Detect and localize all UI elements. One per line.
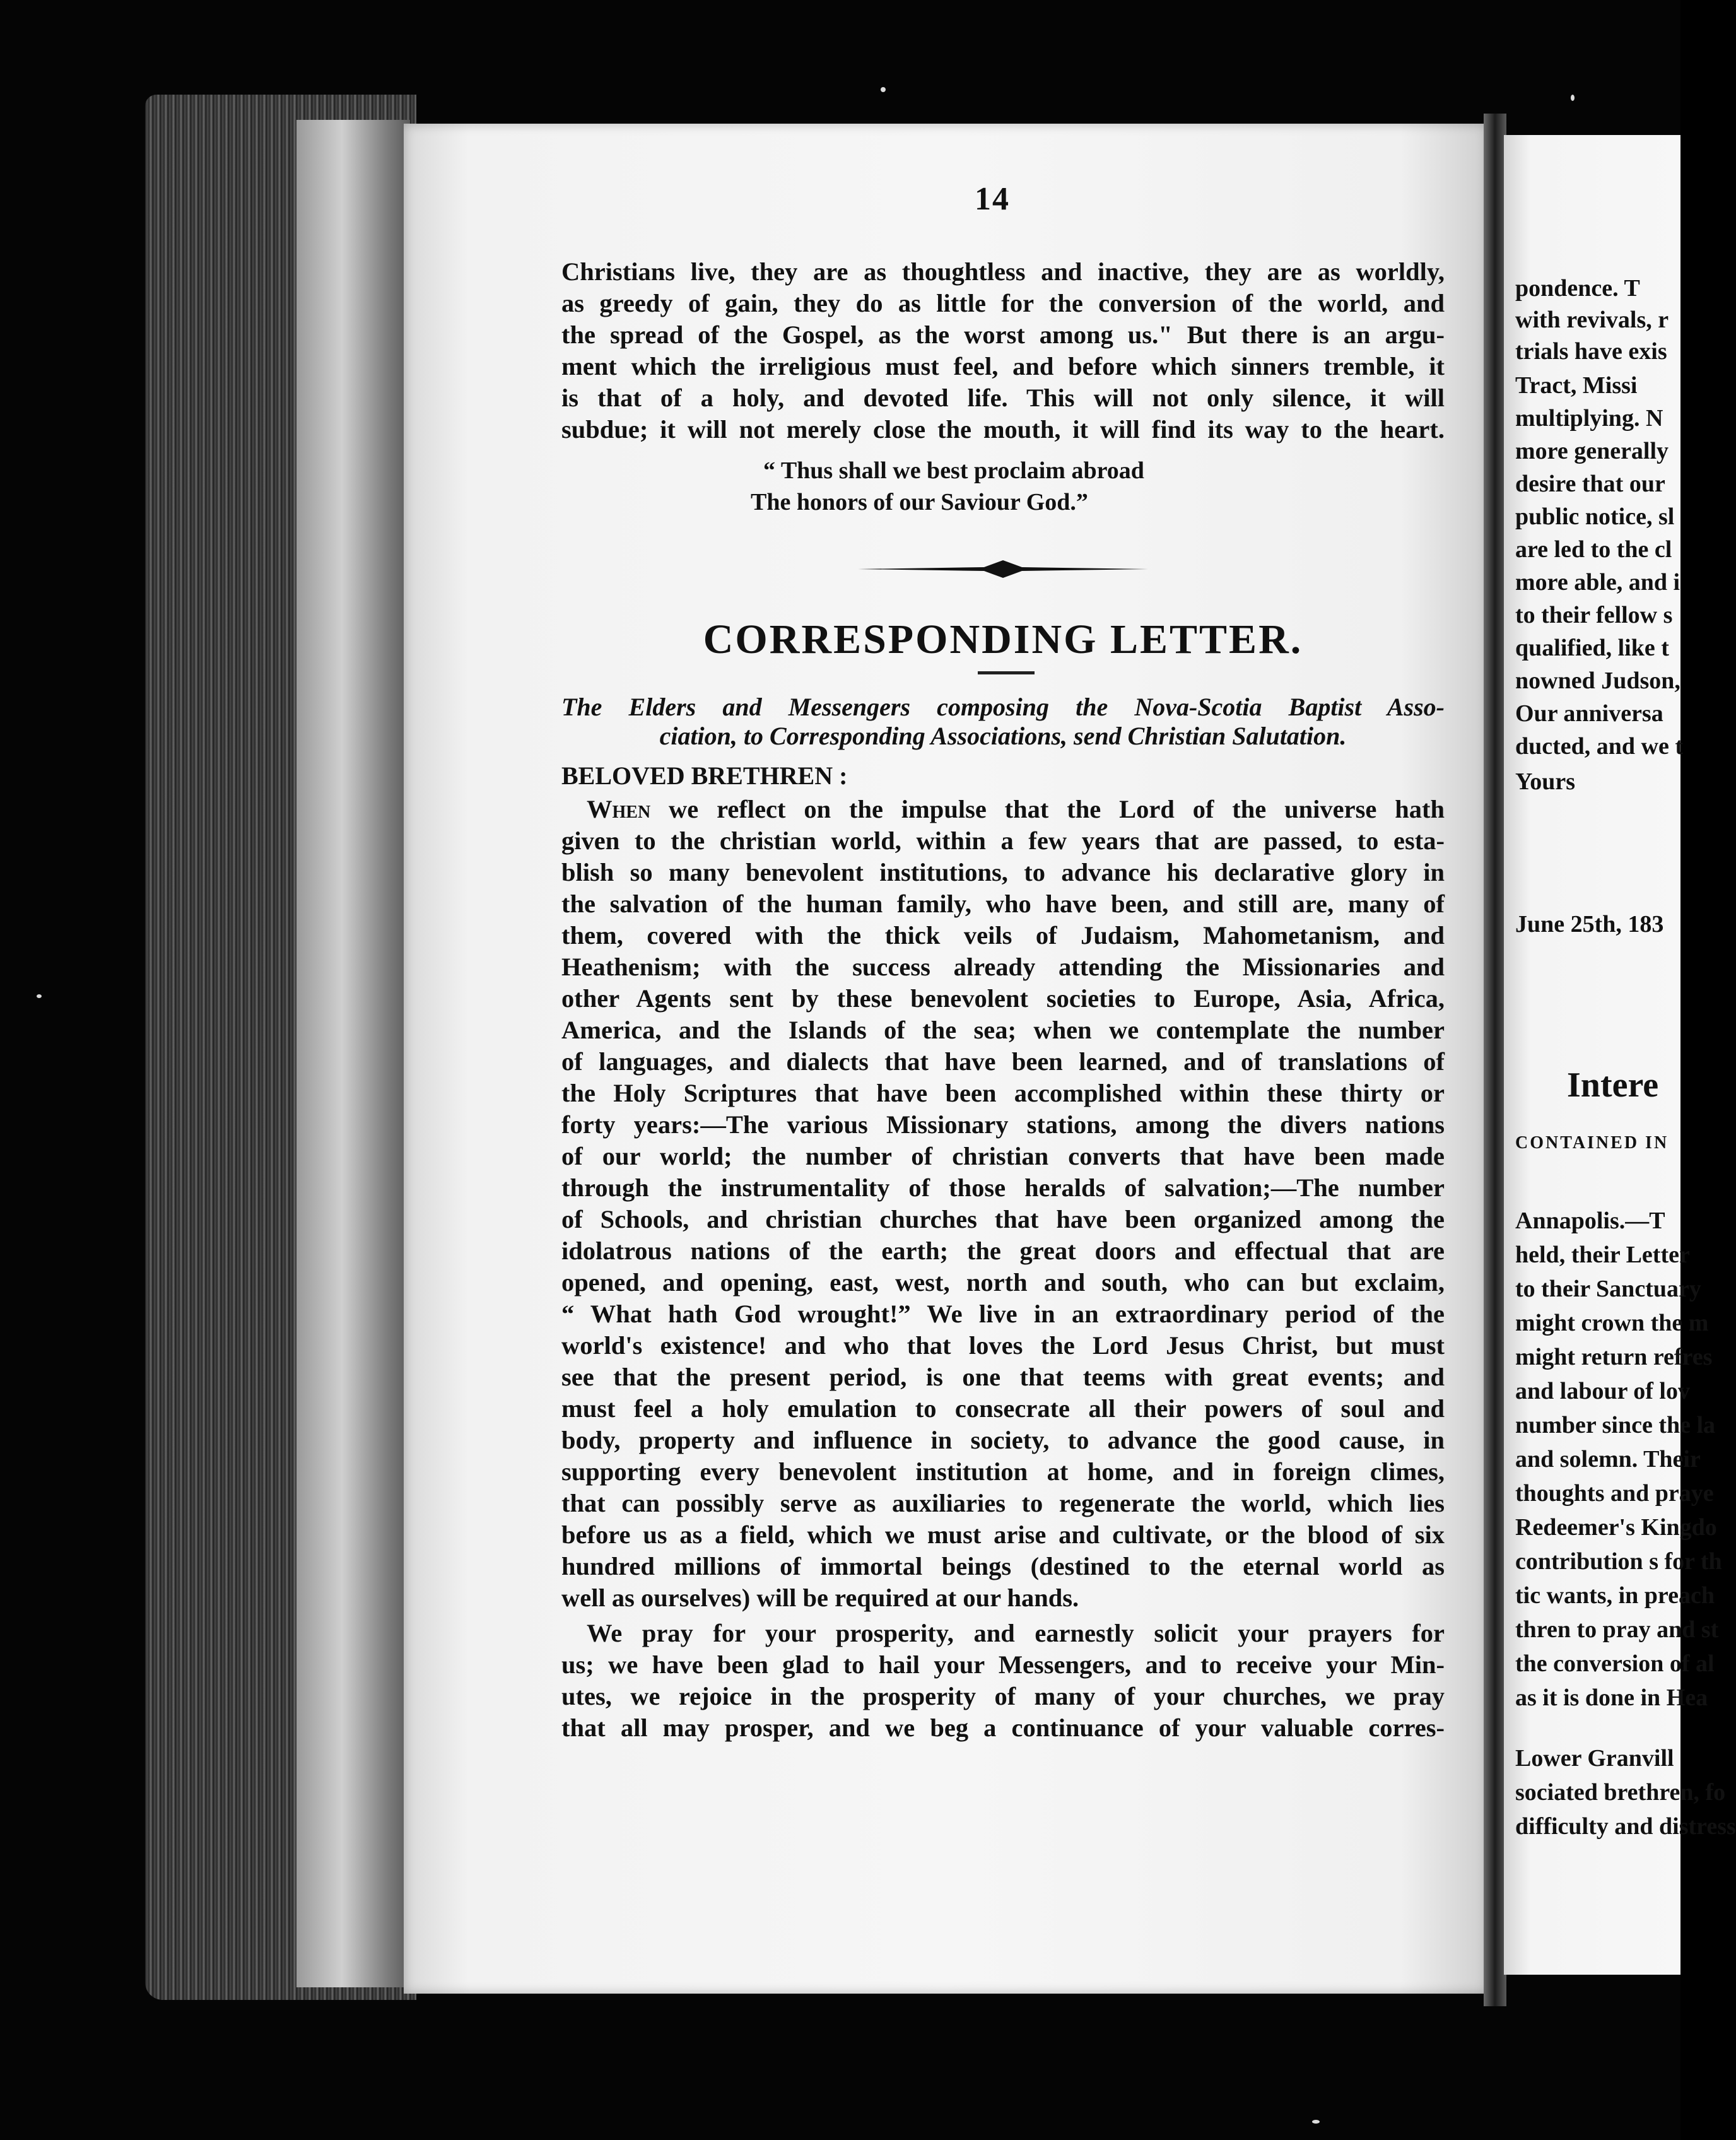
text-line: that all may prosper, and we beg a continuance of your valuable corres-	[561, 1714, 1445, 1742]
ornament-divider	[858, 556, 1148, 582]
text-line: hundred millions of immortal beings (destined to the eternal world as	[561, 1552, 1445, 1580]
text-line: other Agents sent by these benevolent societies to Europe, Asia, Africa,	[561, 984, 1445, 1013]
text-line: might return refres	[1515, 1344, 1713, 1370]
text-line: the spread of the Gospel, as the worst among us." But there is an argu-	[561, 320, 1445, 349]
text-line: desire that our	[1515, 471, 1665, 497]
dust-speck	[881, 87, 886, 92]
text-line: them, covered with the thick veils of Judaism, Mahometanism, and	[561, 921, 1445, 949]
right-page	[1504, 135, 1736, 1975]
text-line: America, and the Islands of the sea; when we contemplate the number	[561, 1016, 1445, 1044]
text-line: body, property and influence in society, to advance the good cause, in	[561, 1426, 1445, 1454]
text-line: Yours	[1515, 768, 1576, 795]
book-fore-edge	[296, 120, 410, 1987]
dust-speck	[1571, 95, 1575, 101]
text-line: tic wants, in preach	[1515, 1582, 1715, 1609]
poem-line: The honors of our Saviour God.”	[751, 489, 1088, 515]
book-gutter	[1484, 114, 1506, 2006]
text-line: that can possibly serve as auxiliaries to regenerate the world, which lies	[561, 1489, 1445, 1517]
text-line: Lower Granvill	[1515, 1745, 1674, 1772]
text-line: ducted, and we t	[1515, 733, 1684, 760]
text-line: is that of a holy, and devoted life. This will not only silence, it will	[561, 384, 1445, 412]
section-heading: CORRESPONDING LETTER.	[703, 616, 1303, 662]
text-line: qualified, like t	[1515, 635, 1669, 661]
letter-subtitle: ciation, to Corresponding Associations, send Christian Salutation.	[659, 722, 1347, 750]
text-line: the conversion of al	[1515, 1650, 1715, 1677]
salutation: BELOVED BRETHREN :	[561, 761, 848, 790]
text-line: opened, and opening, east, west, north and south, who can but exclaim,	[561, 1268, 1445, 1296]
text-line: forty years:—The various Missionary stations, among the divers nations	[561, 1110, 1445, 1139]
text-line: supporting every benevolent institution at home, and in foreign climes,	[561, 1457, 1445, 1486]
text-line: Christians live, they are as thoughtless and inactive, they are as worldly,	[561, 257, 1445, 286]
text-line: We pray for your prosperity, and earnestly solicit your prayers for	[587, 1619, 1445, 1647]
text-line: of languages, and dialects that have been learned, and of translations of	[561, 1047, 1445, 1076]
text-line: Annapolis.—T	[1515, 1208, 1665, 1234]
text-line: thoughts and praye	[1515, 1480, 1714, 1507]
text-line: and solemn. Their	[1515, 1446, 1701, 1473]
text-line: “ What hath God wrought!” We live in an extraordinary period of the	[561, 1300, 1445, 1328]
text-line: Our anniversa	[1515, 700, 1663, 727]
text-line: number since the la	[1515, 1412, 1716, 1438]
text-line: difficulty and distress	[1515, 1813, 1736, 1840]
text-line: might crown the m	[1515, 1310, 1709, 1336]
text-line: more generally	[1515, 438, 1669, 464]
text-line: the salvation of the human family, who have been, and still are, many of	[561, 890, 1445, 918]
text-line: before us as a field, which we must arise and cultivate, or the blood of six	[561, 1520, 1445, 1549]
heading-rule	[978, 671, 1035, 674]
text-line: of Schools, and christian churches that have been organized among the	[561, 1205, 1445, 1233]
text-line: and labour of lov	[1515, 1378, 1690, 1404]
text-line: public notice, sl	[1515, 503, 1675, 530]
text-line: pondence. T	[1515, 275, 1640, 302]
text-line: to their Sanctuary	[1515, 1276, 1701, 1302]
text-line: the Holy Scriptures that have been accomplished within these thirty or	[561, 1079, 1445, 1107]
text-line: idolatrous nations of the earth; the great doors and effectual that are	[561, 1237, 1445, 1265]
dust-speck	[37, 994, 42, 998]
text-line: with revivals, r	[1515, 307, 1669, 333]
text-line: to their fellow s	[1515, 602, 1673, 628]
text-line: well as ourselves) will be required at our hands.	[561, 1584, 1079, 1612]
text-line: nowned Judson,	[1515, 667, 1680, 694]
text-line: Tract, Missi	[1515, 372, 1638, 399]
text-line: as greedy of gain, they do as little for the conversion of the world, and	[561, 289, 1445, 317]
text-line: thren to pray and st	[1515, 1616, 1719, 1643]
text-line: must feel a holy emulation to consecrate all their powers of soul and	[561, 1394, 1445, 1423]
text-line: through the instrumentality of those heralds of salvation;—The number	[561, 1173, 1445, 1202]
drop-word: When	[587, 795, 651, 823]
text-line: Heathenism; with the success already attending the Missionaries and	[561, 953, 1445, 981]
letter-subtitle: The Elders and Messengers composing the Nova-Scotia Baptist Asso-	[561, 693, 1445, 721]
text-line: multiplying. N	[1515, 405, 1663, 432]
date-line: June 25th, 183	[1515, 911, 1664, 938]
section-subheading: CONTAINED IN	[1515, 1133, 1669, 1153]
text-line: Redeemer's Kingdo	[1515, 1514, 1717, 1541]
text-line: When we reflect on the impulse that the Lord of the universe hath	[587, 795, 1445, 823]
text-line: of our world; the number of christian converts that have been made	[561, 1142, 1445, 1170]
page-number: 14	[975, 181, 1010, 217]
text-line: blish so many benevolent institutions, to advance his declarative glory in	[561, 858, 1445, 886]
text-line: utes, we rejoice in the prosperity of many of your churches, we pray	[561, 1682, 1445, 1710]
text-line: us; we have been glad to hail your Messengers, and to receive your Min-	[561, 1650, 1445, 1679]
text-line: ment which the irreligious must feel, and before which sinners tremble, it	[561, 352, 1445, 380]
text-line: given to the christian world, within a few years that are passed, to esta-	[561, 826, 1445, 855]
text-line: subdue; it will not merely close the mouth, it will find its way to the heart.	[561, 415, 1445, 444]
dust-speck	[1312, 2120, 1320, 2124]
text-line: as it is done in Hea	[1515, 1684, 1708, 1711]
left-page	[404, 124, 1487, 1994]
text-line: trials have exis	[1515, 338, 1667, 365]
text-line: see that the present period, is one that teems with great events; and	[561, 1363, 1445, 1391]
poem-line: “ Thus shall we best proclaim abroad	[763, 457, 1144, 484]
text-line: world's existence! and who that loves the Lord Jesus Christ, but must	[561, 1331, 1445, 1360]
text-line: contribution s for th	[1515, 1548, 1722, 1575]
text-line: are led to the cl	[1515, 536, 1672, 563]
text-line: more able, and i	[1515, 569, 1680, 596]
text-line: sociated brethren, fo	[1515, 1779, 1726, 1806]
section-heading: Intere	[1567, 1066, 1659, 1105]
text-line: held, their Letter	[1515, 1242, 1690, 1268]
